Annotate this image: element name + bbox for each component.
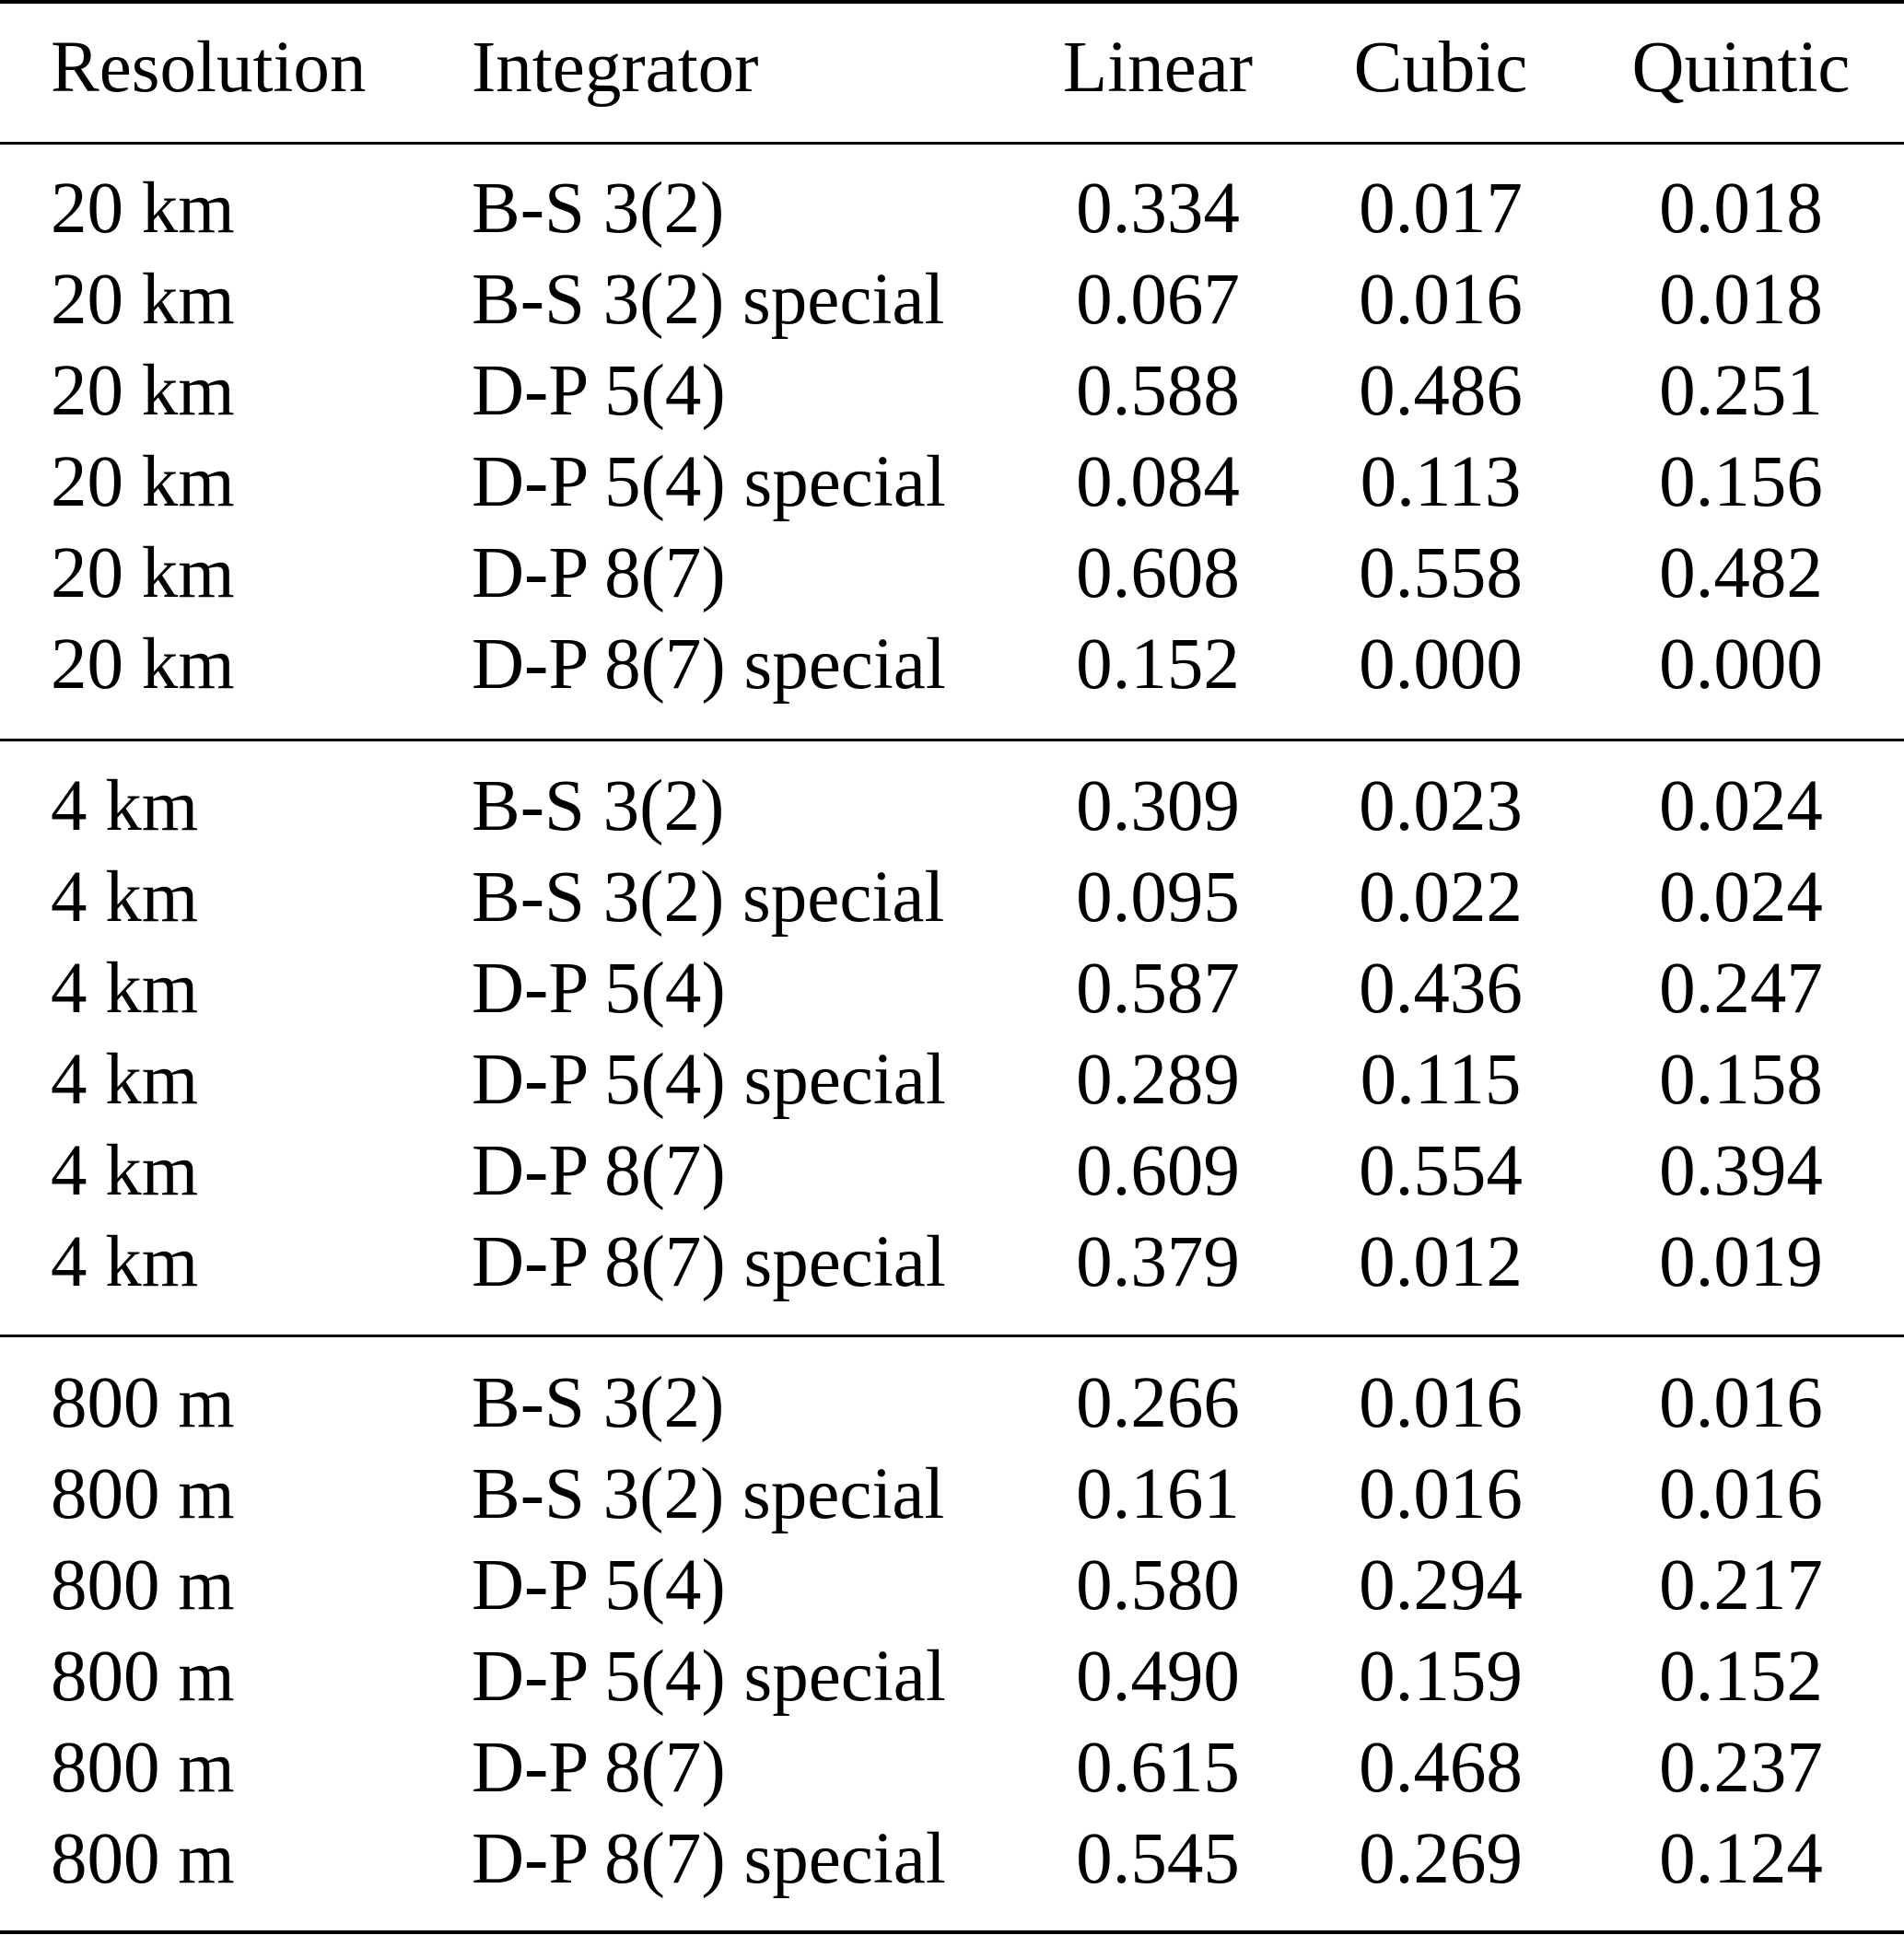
cell-integrator: D-P 8(7) — [472, 1728, 726, 1808]
cell-quintic: 0.124 — [1659, 1819, 1823, 1899]
cell-quintic: 0.019 — [1659, 1222, 1823, 1302]
cell-integrator: D-P 8(7) special — [472, 624, 946, 705]
cell-quintic: 0.251 — [1659, 351, 1823, 431]
group-divider-rule — [0, 739, 1904, 741]
cell-resolution: 800 m — [51, 1637, 235, 1717]
cell-cubic: 0.000 — [1359, 624, 1523, 705]
cell-quintic: 0.024 — [1659, 766, 1823, 846]
group-divider-rule — [0, 1335, 1904, 1337]
cell-quintic: 0.482 — [1659, 533, 1823, 613]
cell-integrator: D-P 5(4) special — [472, 1040, 946, 1120]
cell-resolution: 800 m — [51, 1728, 235, 1808]
cell-quintic: 0.018 — [1659, 260, 1823, 340]
cell-resolution: 4 km — [51, 1131, 199, 1211]
cell-integrator: B-S 3(2) — [472, 1363, 725, 1443]
cell-integrator: D-P 5(4) — [472, 1545, 726, 1626]
header-linear: Linear — [1062, 28, 1254, 108]
cell-linear: 0.588 — [1076, 351, 1240, 431]
cell-quintic: 0.016 — [1659, 1454, 1823, 1534]
cell-cubic: 0.115 — [1360, 1040, 1522, 1120]
cell-cubic: 0.113 — [1360, 442, 1522, 522]
cell-integrator: D-P 5(4) special — [472, 1637, 946, 1717]
cell-cubic: 0.269 — [1359, 1819, 1523, 1899]
cell-resolution: 20 km — [51, 169, 235, 249]
cell-resolution: 20 km — [51, 351, 235, 431]
cell-cubic: 0.012 — [1359, 1222, 1523, 1302]
header-integrator: Integrator — [472, 28, 759, 108]
cell-quintic: 0.024 — [1659, 857, 1823, 938]
cell-cubic: 0.016 — [1359, 1363, 1523, 1443]
cell-linear: 0.587 — [1076, 949, 1240, 1029]
cell-resolution: 20 km — [51, 533, 235, 613]
cell-resolution: 4 km — [51, 1222, 199, 1302]
cell-linear: 0.580 — [1076, 1545, 1240, 1626]
cell-linear: 0.152 — [1076, 624, 1240, 705]
header-resolution: Resolution — [51, 28, 367, 108]
cell-linear: 0.161 — [1076, 1454, 1240, 1534]
cell-quintic: 0.394 — [1659, 1131, 1823, 1211]
cell-linear: 0.609 — [1076, 1131, 1240, 1211]
cell-integrator: D-P 8(7) — [472, 533, 726, 613]
cell-cubic: 0.486 — [1359, 351, 1523, 431]
cell-quintic: 0.000 — [1659, 624, 1823, 705]
cell-resolution: 4 km — [51, 949, 199, 1029]
cell-integrator: D-P 5(4) — [472, 351, 726, 431]
cell-linear: 0.266 — [1076, 1363, 1240, 1443]
cell-resolution: 4 km — [51, 857, 199, 938]
cell-cubic: 0.436 — [1359, 949, 1523, 1029]
cell-linear: 0.289 — [1076, 1040, 1240, 1120]
cell-linear: 0.084 — [1076, 442, 1240, 522]
cell-cubic: 0.159 — [1359, 1637, 1523, 1717]
cell-integrator: B-S 3(2) — [472, 169, 725, 249]
cell-cubic: 0.468 — [1359, 1728, 1523, 1808]
cell-linear: 0.490 — [1076, 1637, 1240, 1717]
cell-resolution: 800 m — [51, 1454, 235, 1534]
cell-cubic: 0.016 — [1359, 260, 1523, 340]
cell-quintic: 0.237 — [1659, 1728, 1823, 1808]
cell-cubic: 0.558 — [1359, 533, 1523, 613]
cell-resolution: 20 km — [51, 260, 235, 340]
cell-linear: 0.095 — [1076, 857, 1240, 938]
cell-cubic: 0.294 — [1359, 1545, 1523, 1626]
cell-quintic: 0.158 — [1659, 1040, 1823, 1120]
cell-integrator: B-S 3(2) special — [472, 1454, 945, 1534]
cell-linear: 0.608 — [1076, 533, 1240, 613]
cell-cubic: 0.016 — [1359, 1454, 1523, 1534]
cell-resolution: 4 km — [51, 1040, 199, 1120]
header-quintic: Quintic — [1631, 28, 1851, 108]
cell-linear: 0.334 — [1076, 169, 1240, 249]
cell-integrator: B-S 3(2) special — [472, 260, 945, 340]
cell-quintic: 0.247 — [1659, 949, 1823, 1029]
table-top-rule — [0, 0, 1904, 4]
cell-resolution: 4 km — [51, 766, 199, 846]
cell-quintic: 0.156 — [1659, 442, 1823, 522]
cell-quintic: 0.152 — [1659, 1637, 1823, 1717]
cell-resolution: 20 km — [51, 624, 235, 705]
cell-cubic: 0.022 — [1359, 857, 1523, 938]
header-cubic: Cubic — [1353, 28, 1528, 108]
cell-integrator: B-S 3(2) — [472, 766, 725, 846]
table-bottom-rule — [0, 1930, 1904, 1934]
cell-linear: 0.379 — [1076, 1222, 1240, 1302]
cell-integrator: D-P 8(7) special — [472, 1222, 946, 1302]
cell-integrator: D-P 8(7) special — [472, 1819, 946, 1899]
cell-resolution: 20 km — [51, 442, 235, 522]
cell-linear: 0.309 — [1076, 766, 1240, 846]
cell-resolution: 800 m — [51, 1819, 235, 1899]
cell-integrator: D-P 8(7) — [472, 1131, 726, 1211]
cell-linear: 0.067 — [1076, 260, 1240, 340]
cell-integrator: B-S 3(2) special — [472, 857, 945, 938]
cell-linear: 0.545 — [1076, 1819, 1240, 1899]
cell-integrator: D-P 5(4) — [472, 949, 726, 1029]
cell-linear: 0.615 — [1076, 1728, 1240, 1808]
cell-cubic: 0.017 — [1359, 169, 1523, 249]
cell-resolution: 800 m — [51, 1363, 235, 1443]
cell-quintic: 0.018 — [1659, 169, 1823, 249]
cell-resolution: 800 m — [51, 1545, 235, 1626]
cell-quintic: 0.217 — [1659, 1545, 1823, 1626]
header-rule — [0, 142, 1904, 145]
cell-quintic: 0.016 — [1659, 1363, 1823, 1443]
cell-cubic: 0.554 — [1359, 1131, 1523, 1211]
cell-cubic: 0.023 — [1359, 766, 1523, 846]
cell-integrator: D-P 5(4) special — [472, 442, 946, 522]
